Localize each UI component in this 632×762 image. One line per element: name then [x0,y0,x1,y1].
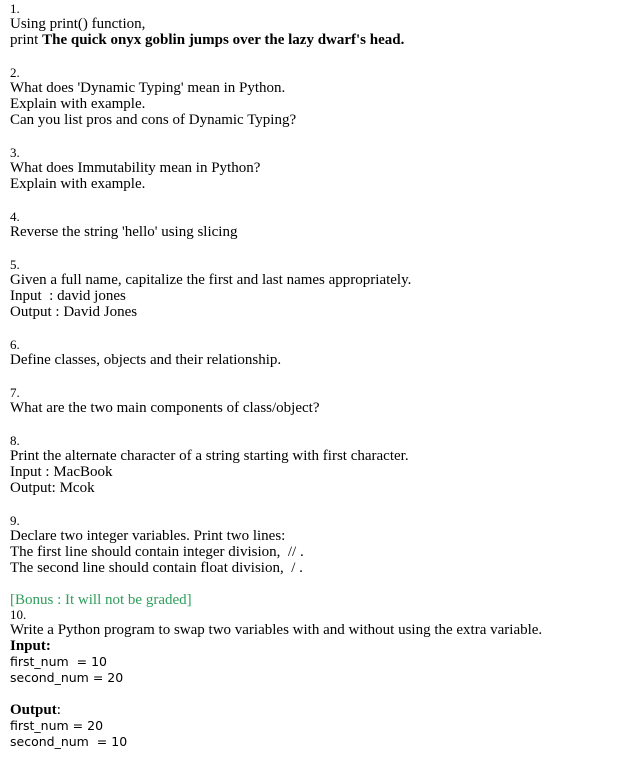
question-text: Using print() function, [10,16,146,32]
question-text: Reverse the string 'hello' using slicing [10,224,238,240]
question-number: 6. [10,337,20,352]
question-number: 4. [10,209,20,224]
print-target-sentence: The quick onyx goblin jumps over the lazy dwarf's head. [42,32,405,48]
question-8 [10,434,622,496]
print-prefix: print [10,32,43,48]
question-text: Define classes, objects and their relationship. [10,352,282,368]
question-number: 5. [10,257,20,272]
question-10 [10,592,622,750]
question-5 [10,258,622,320]
question-text: The second line should contain float division, / . [10,560,303,576]
question-text: Write a Python program to swap two variables with and without using the extra variable. [10,622,543,638]
question-number: 2. [10,65,20,80]
question-text: Explain with example. [10,176,146,192]
question-text: Explain with example. [10,96,146,112]
example-input: second_num = 20 [10,670,124,685]
question-4 [10,210,622,240]
input-label: Input [10,638,46,654]
question-number: 10. [10,607,27,622]
input-heading [10,638,622,654]
question-text: Declare two integer variables. Print two lines: [10,528,286,544]
example-input: Input : MacBook [10,464,113,480]
question-text: Given a full name, capitalize the first and last names appropriately. [10,272,412,288]
blank-line [10,686,622,702]
question-text: Print the alternate character of a string starting with first character. [10,448,409,464]
question-6 [10,338,622,368]
question-number: 9. [10,513,20,528]
question-text [10,32,622,48]
question-7 [10,386,622,416]
example-input: first_num = 10 [10,654,107,669]
question-text: What does 'Dynamic Typing' mean in Python. [10,80,286,96]
question-number: 8. [10,433,20,448]
example-input: Input : david jones [10,288,126,304]
question-text: The first line should contain integer division, // . [10,544,304,560]
input-colon: : [45,638,51,654]
question-9 [10,514,622,576]
question-number: 1. [10,1,20,16]
question-text: Can you list pros and cons of Dynamic Typing? [10,112,297,128]
question-text: What are the two main components of class/object? [10,400,320,416]
example-output: first_num = 20 [10,718,104,733]
question-2 [10,66,622,128]
output-heading [10,702,622,718]
bonus-note: [Bonus : It will not be graded] [10,592,192,608]
example-output: Output : David Jones [10,304,138,320]
question-number: 3. [10,145,20,160]
question-text: What does Immutability mean in Python? [10,160,261,176]
output-colon: : [56,702,61,718]
question-3 [10,146,622,192]
example-output: second_num = 10 [10,734,128,749]
output-label: Output [10,702,57,718]
question-1 [10,2,622,48]
example-output: Output: Mcok [10,480,95,496]
question-number: 7. [10,385,20,400]
